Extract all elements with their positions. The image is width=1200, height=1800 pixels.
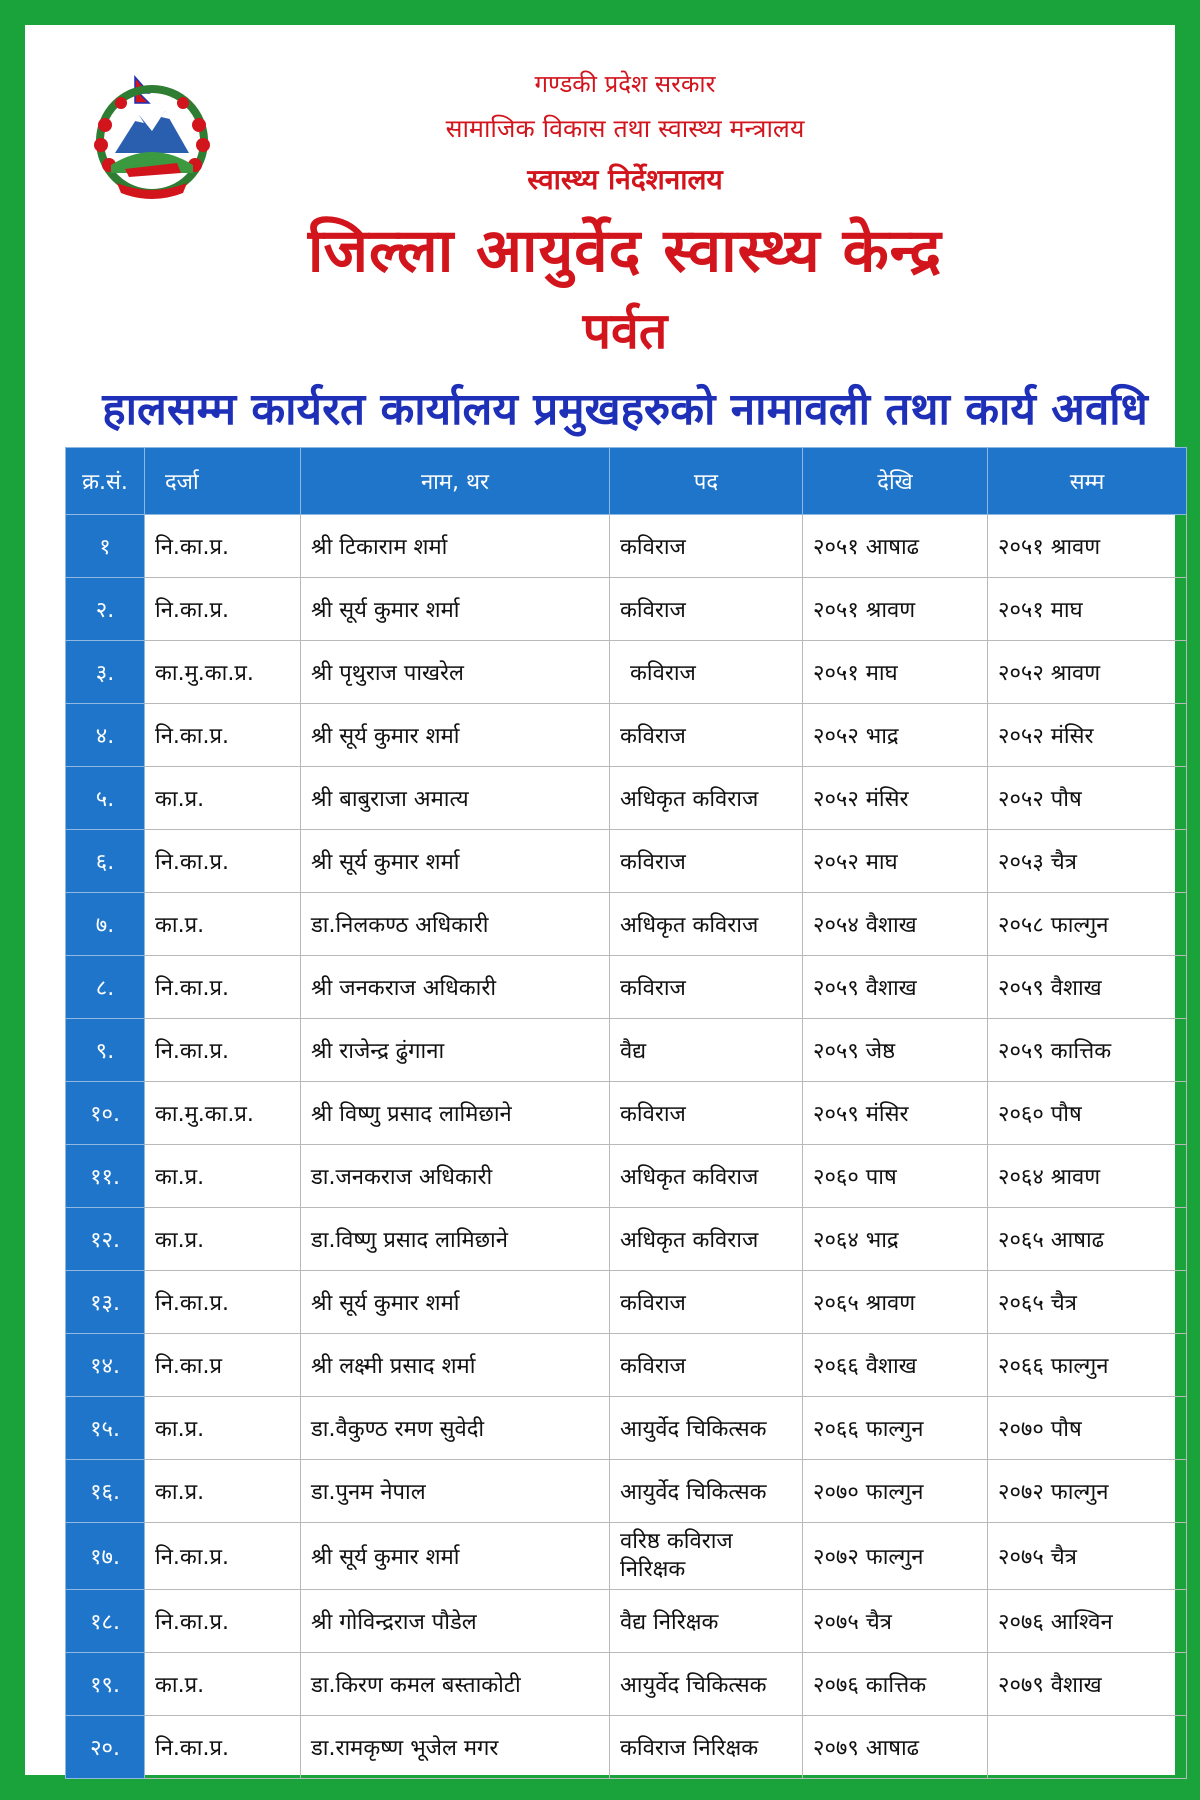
cell-name: श्री विष्णु प्रसाद लामिछाने bbox=[301, 1082, 610, 1145]
cell-rank: का.प्र. bbox=[145, 1653, 301, 1716]
table-row bbox=[66, 1271, 1187, 1334]
table-header-row bbox=[66, 448, 1187, 515]
cell-from: २०५१ आषाढ bbox=[803, 515, 988, 578]
cell-serial: २०. bbox=[66, 1716, 145, 1779]
cell-from: २०५४ वैशाख bbox=[803, 893, 988, 956]
cell-name: श्री सूर्य कुमार शर्मा bbox=[301, 704, 610, 767]
cell-post: वैद्य bbox=[610, 1019, 803, 1082]
cell-to bbox=[988, 1716, 1187, 1779]
cell-rank: नि.का.प्र. bbox=[145, 578, 301, 641]
cell-serial: १८. bbox=[66, 1590, 145, 1653]
cell-post: कविराज bbox=[610, 515, 803, 578]
cell-to: २०५९ वैशाख bbox=[988, 956, 1187, 1019]
cell-from: २०५२ मंसिर bbox=[803, 767, 988, 830]
cell-serial: ११. bbox=[66, 1145, 145, 1208]
cell-to: २०५९ कात्तिक bbox=[988, 1019, 1187, 1082]
centre-name: जिल्ला आयुर्वेद स्वास्थ्य केन्द्र bbox=[307, 216, 943, 286]
cell-post: अधिकृत कविराज bbox=[610, 893, 803, 956]
province-government: गण्डकी प्रदेश सरकार bbox=[534, 70, 716, 98]
cell-post: कविराज bbox=[610, 1271, 803, 1334]
cell-from: २०५१ श्रावण bbox=[803, 578, 988, 641]
cell-name: श्री बाबुराजा अमात्य bbox=[301, 767, 610, 830]
cell-name: श्री लक्ष्मी प्रसाद शर्मा bbox=[301, 1334, 610, 1397]
cell-name: डा.वैकुण्ठ रमण सुवेदी bbox=[301, 1397, 610, 1460]
cell-rank: का.प्र. bbox=[145, 1208, 301, 1271]
cell-name: डा.जनकराज अधिकारी bbox=[301, 1145, 610, 1208]
table-row bbox=[66, 830, 1187, 893]
cell-from: २०५१ माघ bbox=[803, 641, 988, 704]
table-row bbox=[66, 1653, 1187, 1716]
cell-name: श्री पृथुराज पाखरेल bbox=[301, 641, 610, 704]
cell-post: कविराज bbox=[610, 956, 803, 1019]
cell-rank: का.मु.का.प्र. bbox=[145, 641, 301, 704]
table-row bbox=[66, 515, 1187, 578]
column-header-post: पद bbox=[610, 448, 803, 515]
cell-serial: ५. bbox=[66, 767, 145, 830]
cell-name: श्री सूर्य कुमार शर्मा bbox=[301, 1523, 610, 1590]
cell-rank: का.प्र. bbox=[145, 767, 301, 830]
cell-name: डा.किरण कमल बस्ताकोटी bbox=[301, 1653, 610, 1716]
cell-from: २०६६ फाल्गुन bbox=[803, 1397, 988, 1460]
cell-to: २०७६ आश्विन bbox=[988, 1590, 1187, 1653]
cell-rank: नि.का.प्र. bbox=[145, 1590, 301, 1653]
column-header-sn: क्र.सं. bbox=[66, 448, 145, 515]
cell-from: २०५९ मंसिर bbox=[803, 1082, 988, 1145]
cell-to: २०५८ फाल्गुन bbox=[988, 893, 1187, 956]
cell-to: २०७२ फाल्गुन bbox=[988, 1460, 1187, 1523]
cell-to: २०६५ आषाढ bbox=[988, 1208, 1187, 1271]
table-row bbox=[66, 704, 1187, 767]
cell-name: डा.रामकृष्ण भूजेल मगर bbox=[301, 1716, 610, 1779]
table-row bbox=[66, 1460, 1187, 1523]
cell-name: डा.निलकण्ठ अधिकारी bbox=[301, 893, 610, 956]
cell-from: २०५२ माघ bbox=[803, 830, 988, 893]
cell-to: २०६५ चैत्र bbox=[988, 1271, 1187, 1334]
cell-rank: नि.का.प्र bbox=[145, 1334, 301, 1397]
cell-from: २०६५ श्रावण bbox=[803, 1271, 988, 1334]
table-row bbox=[66, 1716, 1187, 1779]
cell-post: अधिकृत कविराज bbox=[610, 1145, 803, 1208]
cell-name: श्री टिकाराम शर्मा bbox=[301, 515, 610, 578]
table-row bbox=[66, 641, 1187, 704]
table-row bbox=[66, 1397, 1187, 1460]
cell-rank: का.प्र. bbox=[145, 893, 301, 956]
cell-rank: का.मु.का.प्र. bbox=[145, 1082, 301, 1145]
cell-serial: ८. bbox=[66, 956, 145, 1019]
cell-from: २०६४ भाद्र bbox=[803, 1208, 988, 1271]
cell-rank: नि.का.प्र. bbox=[145, 1523, 301, 1590]
cell-rank: नि.का.प्र. bbox=[145, 1716, 301, 1779]
cell-rank: नि.का.प्र. bbox=[145, 1019, 301, 1082]
ministry-name: सामाजिक विकास तथा स्वास्थ्य मन्त्रालय bbox=[445, 114, 805, 143]
cell-to: २०७० पौष bbox=[988, 1397, 1187, 1460]
cell-rank: नि.का.प्र. bbox=[145, 704, 301, 767]
cell-name: श्री जनकराज अधिकारी bbox=[301, 956, 610, 1019]
cell-serial: ७. bbox=[66, 893, 145, 956]
cell-serial: ३. bbox=[66, 641, 145, 704]
cell-from: २०५९ वैशाख bbox=[803, 956, 988, 1019]
cell-post: कविराज bbox=[610, 1334, 803, 1397]
cell-post: कविराज bbox=[610, 641, 803, 704]
cell-to: २०५२ श्रावण bbox=[988, 641, 1187, 704]
table-row bbox=[66, 1208, 1187, 1271]
table-row bbox=[66, 578, 1187, 641]
cell-rank: नि.का.प्र. bbox=[145, 515, 301, 578]
cell-post: अधिकृत कविराज bbox=[610, 1208, 803, 1271]
cell-post: अधिकृत कविराज bbox=[610, 767, 803, 830]
cell-name: डा.विष्णु प्रसाद लामिछाने bbox=[301, 1208, 610, 1271]
cell-serial: १ bbox=[66, 515, 145, 578]
cell-rank: नि.का.प्र. bbox=[145, 956, 301, 1019]
column-header-to: सम्म bbox=[988, 448, 1187, 515]
cell-serial: १५. bbox=[66, 1397, 145, 1460]
cell-rank: का.प्र. bbox=[145, 1460, 301, 1523]
column-header-from: देखि bbox=[803, 448, 988, 515]
cell-serial: १६. bbox=[66, 1460, 145, 1523]
cell-name: डा.पुनम नेपाल bbox=[301, 1460, 610, 1523]
cell-rank: नि.का.प्र. bbox=[145, 830, 301, 893]
cell-to: २०७५ चैत्र bbox=[988, 1523, 1187, 1590]
cell-name: श्री सूर्य कुमार शर्मा bbox=[301, 1271, 610, 1334]
cell-to: २०५२ मंसिर bbox=[988, 704, 1187, 767]
cell-name: श्री राजेन्द्र ढुंगाना bbox=[301, 1019, 610, 1082]
cell-post: आयुर्वेद चिकित्सक bbox=[610, 1460, 803, 1523]
cell-post: कविराज bbox=[610, 578, 803, 641]
table-row bbox=[66, 893, 1187, 956]
cell-post: वैद्य निरिक्षक bbox=[610, 1590, 803, 1653]
cell-to: २०५१ माघ bbox=[988, 578, 1187, 641]
table-row bbox=[66, 767, 1187, 830]
cell-from: २०७९ आषाढ bbox=[803, 1716, 988, 1779]
cell-to: २०५३ चैत्र bbox=[988, 830, 1187, 893]
cell-to: २०७९ वैशाख bbox=[988, 1653, 1187, 1716]
cell-from: २०५२ भाद्र bbox=[803, 704, 988, 767]
cell-to: २०६४ श्रावण bbox=[988, 1145, 1187, 1208]
cell-name: श्री सूर्य कुमार शर्मा bbox=[301, 830, 610, 893]
directorate-name: स्वास्थ्य निर्देशनालय bbox=[527, 163, 723, 196]
cell-serial: ६. bbox=[66, 830, 145, 893]
cell-serial: १०. bbox=[66, 1082, 145, 1145]
district-name: पर्वत bbox=[582, 302, 668, 360]
table-body bbox=[66, 515, 1187, 1779]
cell-post: आयुर्वेद चिकित्सक bbox=[610, 1397, 803, 1460]
office-chiefs-table bbox=[65, 447, 1187, 1779]
page-title: हालसम्म कार्यरत कार्यालय प्रमुखहरुको नामावली तथा कार्य अवधि bbox=[102, 384, 1148, 435]
cell-rank: नि.का.प्र. bbox=[145, 1271, 301, 1334]
cell-from: २०७६ कात्तिक bbox=[803, 1653, 988, 1716]
cell-serial: १४. bbox=[66, 1334, 145, 1397]
table-row bbox=[66, 1523, 1187, 1590]
cell-serial: ४. bbox=[66, 704, 145, 767]
table-row bbox=[66, 1019, 1187, 1082]
cell-to: २०५१ श्रावण bbox=[988, 515, 1187, 578]
cell-serial: १९. bbox=[66, 1653, 145, 1716]
cell-rank: का.प्र. bbox=[145, 1145, 301, 1208]
cell-rank: का.प्र. bbox=[145, 1397, 301, 1460]
cell-from: २०६६ वैशाख bbox=[803, 1334, 988, 1397]
table-row bbox=[66, 1590, 1187, 1653]
cell-from: २०६० पाष bbox=[803, 1145, 988, 1208]
cell-post: वरिष्ठ कविराज निरिक्षक bbox=[610, 1523, 803, 1590]
column-header-rank: दर्जा bbox=[145, 448, 301, 515]
cell-from: २०७० फाल्गुन bbox=[803, 1460, 988, 1523]
cell-to: २०५२ पौष bbox=[988, 767, 1187, 830]
cell-post: आयुर्वेद चिकित्सक bbox=[610, 1653, 803, 1716]
cell-to: २०६६ फाल्गुन bbox=[988, 1334, 1187, 1397]
cell-serial: १३. bbox=[66, 1271, 145, 1334]
table-row bbox=[66, 956, 1187, 1019]
column-header-name: नाम, थर bbox=[301, 448, 610, 515]
cell-serial: १२. bbox=[66, 1208, 145, 1271]
cell-name: श्री सूर्य कुमार शर्मा bbox=[301, 578, 610, 641]
cell-serial: २. bbox=[66, 578, 145, 641]
cell-post: कविराज bbox=[610, 1082, 803, 1145]
cell-from: २०५९ जेष्ठ bbox=[803, 1019, 988, 1082]
cell-serial: ९. bbox=[66, 1019, 145, 1082]
cell-post: कविराज bbox=[610, 830, 803, 893]
cell-post: कविराज निरिक्षक bbox=[610, 1716, 803, 1779]
cell-serial: १७. bbox=[66, 1523, 145, 1590]
cell-from: २०७२ फाल्गुन bbox=[803, 1523, 988, 1590]
cell-name: श्री गोविन्द्रराज पौडेल bbox=[301, 1590, 610, 1653]
table-row bbox=[66, 1145, 1187, 1208]
table-row bbox=[66, 1082, 1187, 1145]
cell-post: कविराज bbox=[610, 704, 803, 767]
table-row bbox=[66, 1334, 1187, 1397]
cell-to: २०६० पौष bbox=[988, 1082, 1187, 1145]
cell-from: २०७५ चैत्र bbox=[803, 1590, 988, 1653]
